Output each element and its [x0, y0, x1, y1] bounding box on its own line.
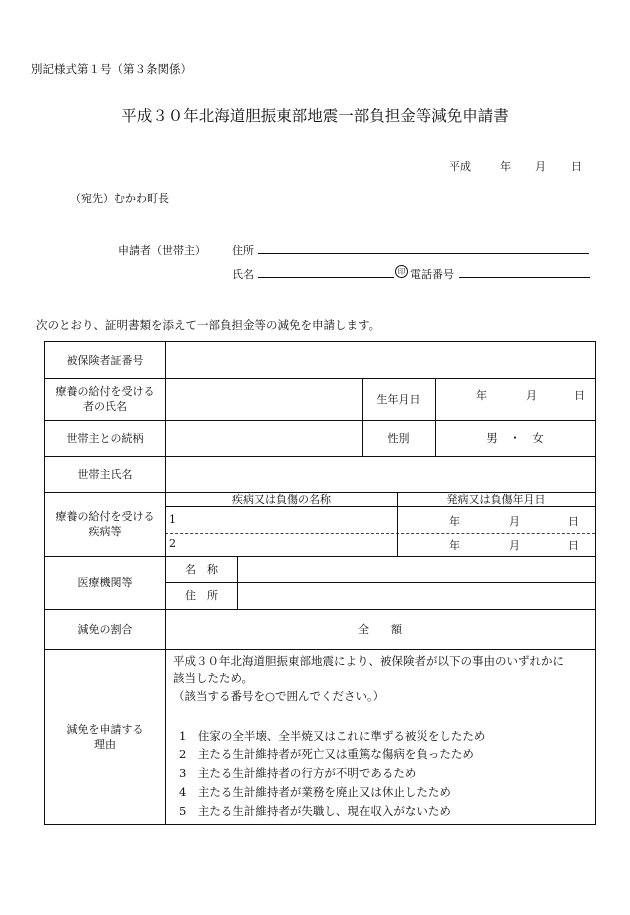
application-table	[44, 341, 596, 825]
disease-row-2-number: 2	[169, 537, 176, 550]
reason-item-5[interactable]: 5 主たる生計維持者が失職し、現在収入がないため	[179, 804, 451, 818]
address-field[interactable]	[258, 253, 589, 254]
row1-day: 日	[568, 515, 579, 528]
reason-intro-line1: 平成３０年北海道胆振東部地震により、被保険者が以下の事由のいずれかに	[173, 654, 564, 668]
onset-date-header: 発病又は負傷年月日	[446, 492, 546, 506]
disease-row-1-name-field[interactable]	[179, 507, 397, 533]
relation-field[interactable]	[166, 420, 362, 456]
name-field[interactable]	[258, 277, 394, 278]
reason-item-2[interactable]: 2 主たる生計維持者が死亡又は重篤な傷病を負ったため	[179, 747, 474, 761]
reason-item-3[interactable]: 3 主たる生計維持者の行方が不明であるため	[179, 766, 417, 780]
birth-month: 月	[526, 389, 537, 402]
birth-year: 年	[476, 389, 487, 402]
form-number: 別記様式第１号（第３条関係）	[31, 62, 192, 76]
insured-number-field[interactable]	[166, 342, 594, 378]
medical-institution-label: 医療機関等	[77, 576, 133, 589]
sex-options[interactable]: 男 ・ 女	[486, 430, 544, 445]
page-title: 平成３０年北海道胆振東部地震一部負担金等減免申請書	[121, 107, 509, 125]
reason-item-1[interactable]: 1 住家の全半壊、全半焼又はこれに準ずる被災をしたため	[179, 729, 486, 743]
reason-item-4[interactable]: 4 主たる生計維持者が業務を廃止又は休止したため	[179, 785, 451, 799]
reduction-ratio-label: 減免の割合	[77, 622, 133, 636]
householder-name-field[interactable]	[166, 456, 594, 492]
disease-row-1-number: 1	[169, 513, 176, 526]
householder-name-label: 世帯主氏名	[77, 467, 133, 481]
date-month: 月	[535, 160, 546, 173]
disease-row-1-date-field[interactable]	[398, 507, 594, 533]
name-label: 氏名	[232, 268, 254, 281]
intro-text: 次のとおり、証明書類を添えて一部負担金等の減免を申請します。	[36, 318, 381, 332]
date-year: 年	[500, 160, 511, 173]
seal-icon: 印	[395, 265, 408, 278]
disease-label-line2: 疾病等	[88, 525, 122, 538]
phone-label: 電話番号	[410, 268, 454, 281]
row1-year: 年	[449, 515, 460, 528]
birth-date-label: 生年月日	[376, 392, 421, 406]
disease-name-header: 疾病又は負傷の名称	[232, 492, 331, 506]
disease-label	[45, 492, 165, 556]
row1-month: 月	[509, 515, 520, 528]
institution-address-label: 住 所	[185, 589, 218, 602]
reason-label-line2: 理由	[94, 737, 116, 751]
disease-label-line1: 療養の給付を受ける	[55, 510, 155, 523]
reason-label-line1: 減免を申請する	[66, 722, 144, 736]
insured-number-label: 被保険者証番号	[66, 353, 144, 367]
sex-label: 性別	[387, 431, 410, 445]
reason-intro-line2: 該当したため。	[173, 671, 254, 685]
relation-label: 世帯主との続柄	[66, 431, 144, 445]
phone-field[interactable]	[459, 277, 590, 278]
recipient-name-label	[45, 378, 165, 420]
address-label: 住所	[232, 244, 254, 257]
recipient-name-field[interactable]	[166, 378, 362, 420]
row2-month: 月	[509, 539, 520, 552]
reduction-ratio-value: 全 額	[358, 622, 402, 636]
disease-row-2-date-field[interactable]	[398, 534, 594, 556]
row2-year: 年	[449, 539, 460, 552]
row2-day: 日	[568, 539, 579, 552]
institution-address-field[interactable]	[238, 582, 594, 609]
date-era: 平成	[449, 160, 471, 173]
institution-name-label: 名 称	[185, 562, 218, 576]
recipient-name-label-line1: 療養の給付を受ける	[55, 385, 155, 398]
addressee: （宛先）むかわ町長	[70, 192, 169, 205]
birth-date-field[interactable]	[436, 378, 594, 420]
birth-day: 日	[574, 389, 585, 402]
applicant-label: 申請者（世帯主）	[118, 244, 206, 257]
reason-label	[45, 649, 165, 824]
institution-name-field[interactable]	[238, 556, 594, 582]
date-day: 日	[571, 160, 582, 173]
recipient-name-label-line2: 者の氏名	[83, 400, 127, 413]
reason-note: （該当する番号を○で囲んでください。）	[173, 689, 385, 703]
disease-row-2-name-field[interactable]	[179, 534, 397, 556]
